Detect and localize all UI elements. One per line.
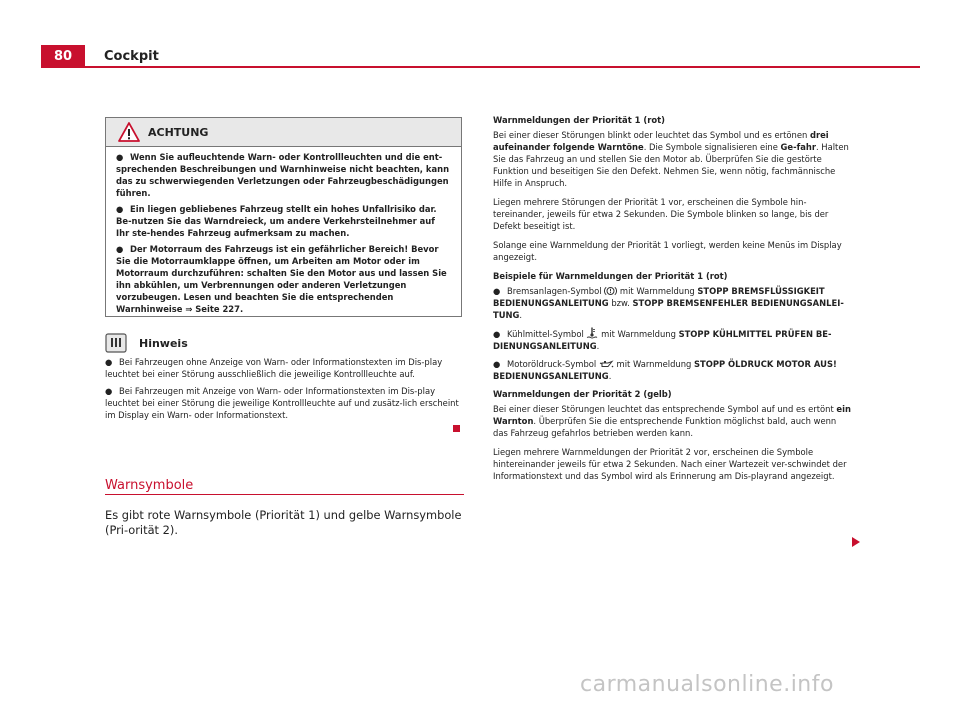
note-item	[105, 385, 465, 421]
bullet: ●	[493, 329, 501, 339]
text-run: bzw.	[608, 298, 633, 308]
text-run: Bei einer dieser Störungen leuchtet das entsprechende Symbol auf und es ertönt	[493, 404, 837, 414]
bullet: ●	[116, 204, 124, 214]
text-run: . Die Symbole signalisieren eine	[643, 142, 781, 152]
text-run: .	[519, 310, 523, 320]
header-rule	[41, 66, 920, 68]
note-item-text: Bei Fahrzeugen ohne Anzeige von Warn- oder Informationstexten im Dis-play leuchtet bei einer Störung ausschließlich die jeweilige Kontrollleuchte auf.	[105, 357, 443, 379]
note-icon	[105, 333, 127, 353]
priority1-paragraph	[493, 129, 853, 189]
text-run: Kühlmittel-Symbol	[507, 329, 587, 339]
text-run: mit Warnmeldung	[617, 286, 698, 296]
text-run: .	[608, 371, 612, 381]
priority2-heading: Warnmeldungen der Priorität 2 (gelb)	[493, 389, 672, 399]
coolant-temperature-icon	[586, 327, 598, 339]
text-bold: STOPP BREMSFLÜSSIGKEIT BEDIENUNGSANLEITUNG	[493, 286, 825, 308]
text-bold: STOPP BREMSENFEHLER BEDIENUNGSANLEI-TUNG	[493, 298, 844, 320]
note-title: Hinweis	[139, 336, 188, 350]
brake-warning-icon	[604, 286, 617, 296]
warning-header	[106, 118, 461, 147]
bullet: ●	[116, 244, 124, 254]
text-bold: Ge-fahr	[780, 142, 816, 152]
text-bold: STOPP KÜHLMITTEL PRÜFEN BE-DIENUNGSANLEITUNG	[493, 329, 832, 351]
example-brake	[493, 285, 853, 321]
example-oil-pressure	[493, 358, 853, 382]
priority2-paragraph	[493, 403, 853, 439]
note-item-text: Bei Fahrzeugen mit Anzeige von Warn- oder Informationstexten im Dis-play leuchtet bei einer Störung die jeweilige Kontrollleuchte auf und zusätz-lich erscheint im Display ein Warn- oder Informationstext.	[105, 386, 459, 420]
priority1-menu-paragraph: Solange eine Warnmeldung der Priorität 1 vorliegt, werden keine Menüs im Display angezeigt.	[493, 240, 842, 262]
warning-title: ACHTUNG	[148, 125, 209, 139]
section-title: Cockpit	[104, 49, 159, 64]
warning-item	[116, 243, 451, 315]
warnsymbole-intro: Es gibt rote Warnsymbole (Priorität 1) und gelbe Warnsymbole (Pri-orität 2).	[105, 508, 462, 537]
priority2-multiple-paragraph: Liegen mehrere Warnmeldungen der Priorität 2 vor, erscheinen die Symbole hintereinander jeweils für etwa 2 Sekunden. Nach einer Wartezeit ver-schwindet der Informationstext und das Symbol wird als Erinnerung am Dis-playrand angezeigt.	[493, 447, 847, 481]
note-body	[105, 356, 465, 426]
note-item	[105, 356, 465, 380]
note-header	[105, 333, 188, 353]
text-run: Motoröldruck-Symbol	[507, 359, 599, 369]
text-bold: drei aufeinander folgende Warntöne	[493, 130, 829, 152]
warning-box	[105, 117, 462, 317]
warnsymbole-title: Warnsymbole	[105, 478, 194, 493]
page-number: 80	[41, 45, 85, 67]
example-coolant	[493, 327, 853, 352]
warnsymbole-rule	[105, 494, 464, 495]
bullet: ●	[105, 357, 113, 367]
warning-item	[116, 151, 451, 199]
examples-heading: Beispiele für Warnmeldungen der Priorität 1 (rot)	[493, 271, 728, 281]
warning-item	[116, 203, 451, 239]
text-run: .	[596, 341, 600, 351]
warning-triangle-icon	[118, 122, 140, 142]
oil-can-icon	[599, 360, 614, 369]
watermark: carmanualsonline.info	[580, 672, 834, 697]
warning-item-text: Wenn Sie aufleuchtende Warn- oder Kontrollleuchten und die ent-sprechenden Beschreibungen und Warnhinweise nicht beachten, kann das zu schwerwiegenden Verletzungen oder Fahrzeugbeschädigungen führen.	[116, 152, 450, 198]
text-run: . Überprüfen Sie die entsprechende Funktion möglichst bald, auch wenn das Fahrzeug gefahrlos betrieben werden kann.	[493, 416, 837, 438]
text-run: Bei einer dieser Störungen blinkt oder leuchtet das Symbol und es ertönen	[493, 130, 810, 140]
bullet: ●	[493, 359, 501, 369]
priority1-multiple-paragraph: Liegen mehrere Störungen der Priorität 1 vor, erscheinen die Symbole hin-tereinander, jeweils für etwa 2 Sekunden. Die Symbole blinken so lange, bis der Defekt beseitigt ist.	[493, 197, 829, 231]
continue-arrow-icon	[851, 537, 861, 547]
warning-body	[106, 147, 461, 315]
end-marker-square	[453, 425, 460, 432]
warning-item-text: Ein liegen gebliebenes Fahrzeug stellt ein hohes Unfallrisiko dar. Be-nutzen Sie das Warndreieck, um andere Verkehrsteilnehmer auf Ihr ste-hendes Fahrzeug aufmerksam zu machen.	[116, 204, 437, 238]
bullet: ●	[116, 152, 124, 162]
right-column	[493, 114, 853, 489]
text-run: mit Warnmeldung	[598, 329, 679, 339]
text-run: mit Warnmeldung	[613, 359, 694, 369]
warning-item-text: Der Motorraum des Fahrzeugs ist ein gefährlicher Bereich! Bevor Sie die Motorraumklappe öffnen, um Arbeiten am Motor oder im Motorraum durchzuführen: schalten Sie den Motor aus und lassen Sie ihn abkühlen, um Verbrennungen oder anderen Verletzungen vorzubeugen. Lesen und beachten Sie die entsprechenden Warnhinweise ⇒ Seite 227.	[116, 244, 447, 314]
bullet: ●	[105, 386, 113, 396]
text-run: . Halten Sie das Fahrzeug an und stellen Sie den Motor ab. Überprüfen Sie die gestörte Funktion und beseitigen Sie den Defekt. Nehmen Sie, wenn nötig, fachmännische Hilfe in Anspruch.	[493, 142, 849, 188]
bullet: ●	[493, 286, 501, 296]
text-run: Bremsanlagen-Symbol	[507, 286, 605, 296]
text-bold: ein Warnton	[493, 404, 851, 426]
text-bold: STOPP ÖLDRUCK MOTOR AUS! BEDIENUNGSANLEITUNG	[493, 359, 837, 381]
priority1-heading: Warnmeldungen der Priorität 1 (rot)	[493, 115, 665, 125]
